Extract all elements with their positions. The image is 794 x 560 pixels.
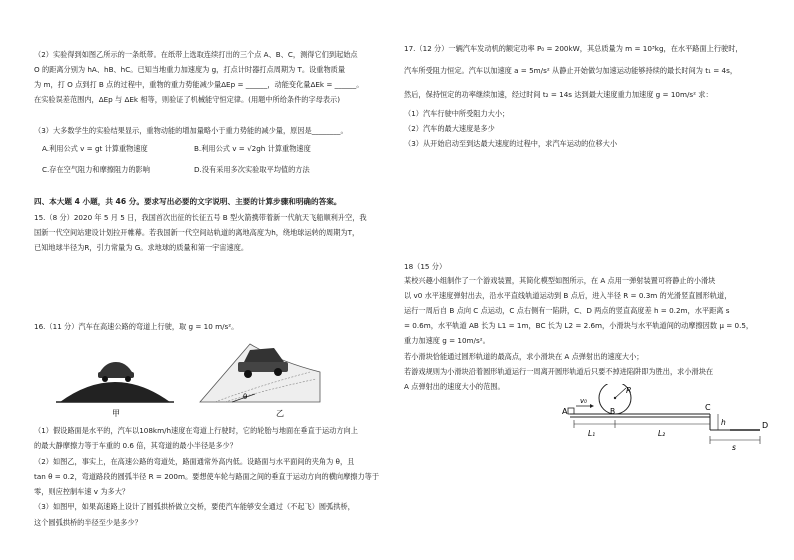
q2-line-1: （2）实验得到如图乙所示的一条纸带。在纸带上选取连续打出的三个点 A、B、C，测得它们到起始点	[34, 50, 358, 59]
figure-b	[200, 344, 320, 418]
q18-line-4: = 0.6m，水平轨道 AB 长为 L1 = 1m，BC 长为 L2 = 2.6m，小滑块与水平轨道间的动摩擦因数 μ = 0.5，	[404, 321, 754, 330]
q2-line-3: 为 m，打 O 点到打 B 点的过程中，重物的重力势能减少量ΔEp = ______，动能变化量ΔEk = ______。	[34, 80, 364, 89]
q16-line-6: （3）如图甲，如果高速路上设计了圆弧拱桥做立交桥，要使汽车能够安全通过（不起飞）圆弧拱桥，	[34, 502, 355, 511]
q17-line-2: 汽车所受阻力恒定。汽车以加速度 a = 5m/s² 从静止开始做匀加速运动能够持续的最长时间为 t₁ = 4s，	[404, 66, 738, 75]
q17-line-6: （3）从开始启动至到达最大速度的过程中，求汽车运动的位移大小	[404, 139, 618, 148]
q18-line-5: 重力加速度 g = 10m/s²。	[404, 336, 490, 345]
q15-line-3: 已知地球半径为R，引力常量为 G。求地球的质量和第一宇宙速度。	[34, 243, 249, 252]
label-b: B	[610, 407, 616, 416]
label-a: A	[562, 407, 568, 416]
q2-line-2: O 的距离分别为 hA、hB、hC。已知当地重力加速度为 g，打点计时器打点周期为 T。设重物质量	[34, 65, 346, 74]
slider-block	[568, 408, 574, 414]
q18-line-7: 若游戏规则为小滑块沿着圆形轨道运行一周离开圆形轨道后只要不掉进陷阱即为胜出，求小滑块在	[404, 367, 714, 376]
q17-line-3: 然后，保持恒定的功率继续加速，经过时间 t₂ = 14s 达到最大速度重力加速度 g = 10m/s² 求：	[404, 90, 713, 99]
option-c: C.存在空气阻力和摩擦阻力的影响	[42, 165, 150, 174]
option-b: B.利用公式 v = √2gh 计算重物速度	[194, 144, 311, 153]
q3-line: （3）大多数学生的实验结果显示，重物动能的增加量略小于重力势能的减少量，原因是________。	[34, 126, 348, 135]
q15-line-2: 国新一代空间站建设计划拉开帷幕。若我国新一代空间站轨道的离地高度为h，绕地球运转的周期为T，	[34, 228, 360, 237]
label-r: R	[626, 386, 632, 395]
label-h: h	[721, 418, 726, 427]
theta-label: θ	[243, 393, 248, 401]
label-v0: v₀	[580, 397, 587, 405]
figure-a-label: 甲	[112, 409, 120, 418]
label-s: s	[732, 443, 736, 452]
q16-line-3: （2）如图乙，事实上，在高速公路的弯道处，路面通常外高内低。设路面与水平面间的夹角为 θ，且	[34, 457, 355, 466]
q18-figure	[560, 384, 780, 456]
q2-line-4: 在实验误差范围内，ΔEp 与 ΔEk 相等，则验证了机械能守恒定律。(用题中所给条件的字母表示)	[34, 95, 341, 104]
q18-line-3: 运行一周后自 B 点向 C 点运动，C 点右侧有一陷阱，C、D 两点的竖直高度差 h = 0.2m，水平距离 s	[404, 306, 730, 315]
q18-line-8: A 点弹射出的速度大小的范围。	[404, 382, 505, 391]
q18-line-6: 若小滑块恰能通过圆形轨道的最高点，求小滑块在 A 点弹射出的速度大小；	[404, 352, 644, 361]
label-d: D	[762, 421, 769, 430]
q16-line-5: 零，则应控制车速 v 为多大？	[34, 487, 130, 496]
q18-line-1: 某校兴趣小组制作了一个游戏装置，其简化模型如图所示，在 A 点用一弹射装置可将静止的小滑块	[404, 276, 716, 285]
label-l1: L₁	[588, 429, 596, 438]
label-c: C	[705, 403, 711, 412]
q17-line-5: （2）汽车的最大速度是多少	[404, 124, 495, 133]
q15-line-1: 15.（8 分）2020 年 5 月 5 日，我国首次出征的长征五号 B 型火箭携带着新一代航天飞船顺利升空，我	[34, 213, 367, 222]
q16-line-2: 的最大静摩擦力等于车重的 0.6 倍，其弯道的最小半径是多少？	[34, 441, 237, 450]
q17-line-4: （1）汽车行驶中所受阻力大小；	[404, 109, 510, 118]
label-l2: L₂	[658, 429, 666, 438]
option-a: A.利用公式 v = gt 计算重物速度	[42, 144, 148, 153]
section-title: 四、本大题 4 小题，共 46 分。要求写出必要的文字说明、主要的计算步骤和明确的答案。	[34, 197, 342, 206]
q18-line-2: 以 v0 水平速度弹射出去，沿水平直线轨道运动到 B 点后，进入半径 R = 0.3m 的光滑竖直圆形轨道，	[404, 291, 732, 300]
figure-a	[56, 362, 174, 418]
q16-line-1: （1）假设路面是水平的，汽车以108km/h速度在弯道上行驶时，它的轮胎与地面在垂直于运动方向上	[34, 426, 358, 435]
q16-figure	[50, 332, 330, 420]
q16-line-7: 这个圆弧拱桥的半径至少是多少？	[34, 518, 142, 527]
q17-line-1: 17.（12 分）一辆汽车发动机的额定功率 P₀ = 200kW，其总质量为 m = 10³kg，在水平路面上行驶时，	[404, 44, 743, 53]
q16-head: 16.（11 分）汽车在高速公路的弯道上行驶，取 g = 10 m/s²。	[34, 322, 239, 331]
car-icon	[98, 362, 134, 382]
q18-head: 18（15 分）	[404, 262, 447, 271]
q16-line-4: tan θ = 0.2，弯道路段的圆弧半径 R = 200m。要想使车轮与路面之间的垂直于运动方向的横向摩擦力等于	[34, 472, 380, 481]
figure-b-label: 乙	[276, 409, 284, 418]
option-d: D.没有采用多次实验取平均值的方法	[194, 165, 310, 174]
